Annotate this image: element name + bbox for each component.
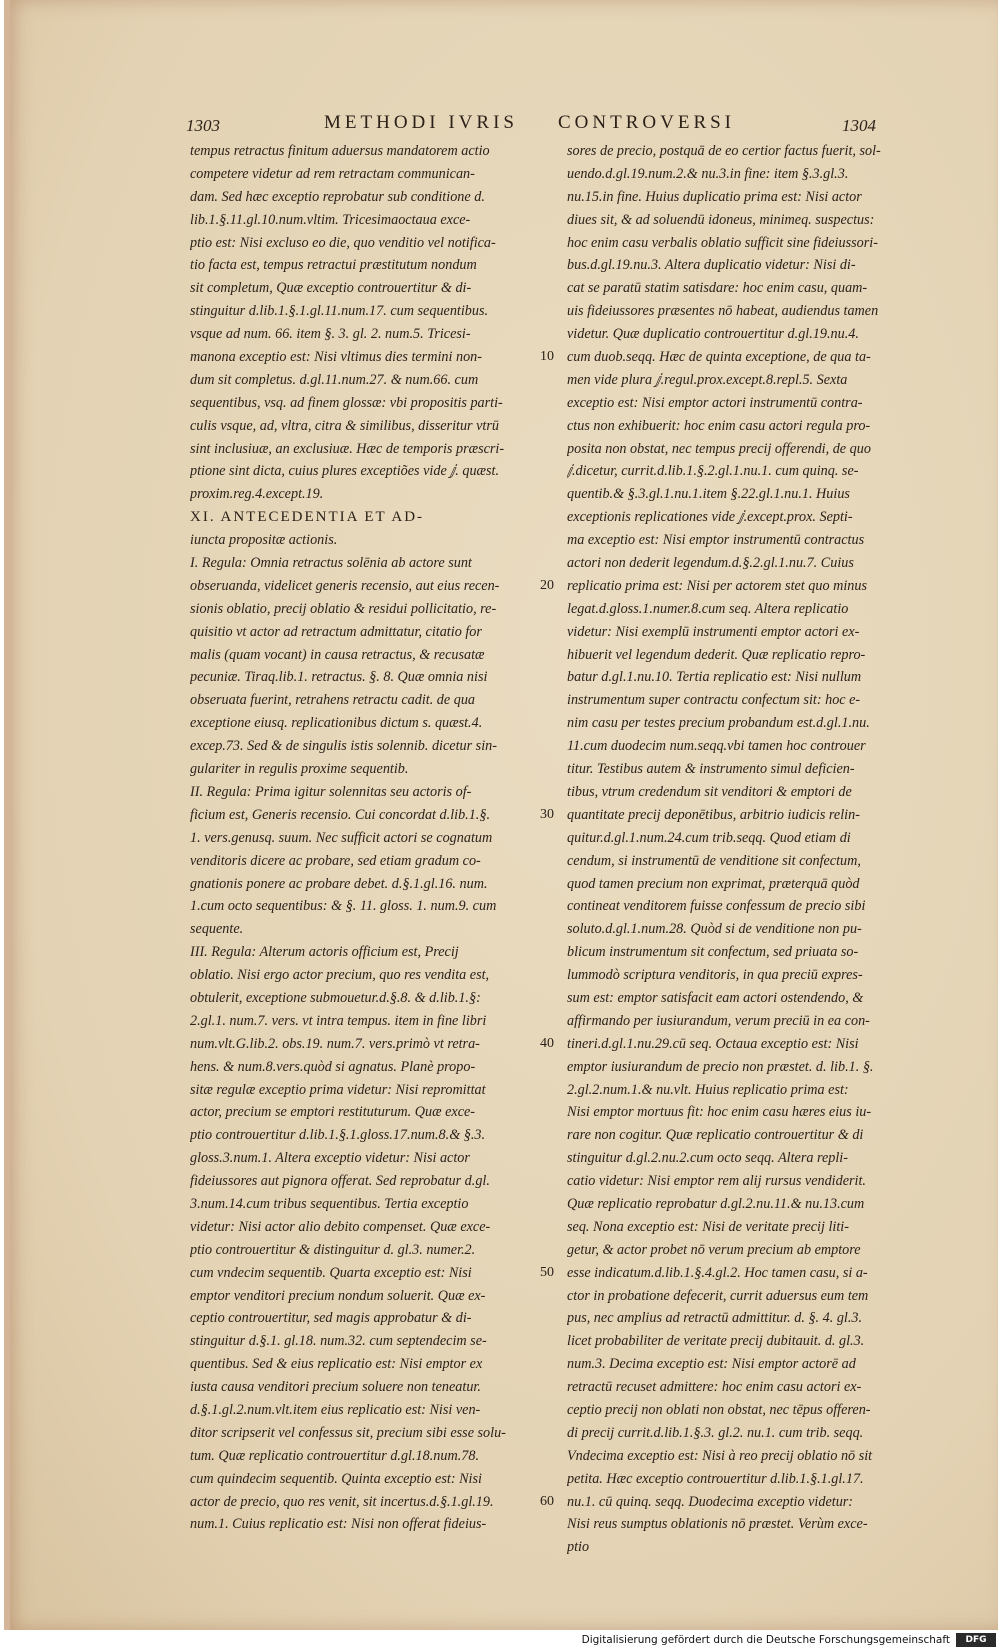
text-line: tibus, vtrum credendum sit venditori & emptori de: [567, 783, 852, 800]
text-line: I. Regula: Omnia retractus solēnia ab actore sunt: [190, 555, 472, 572]
text-line: iusta causa venditori precium soluere non teneatur.: [190, 1379, 481, 1396]
text-line: videtur. Quæ duplicatio controuertitur d.gl.19.nu.4.: [567, 326, 859, 343]
text-line: 1.cum octo sequentibus: & §. 11. gloss. 1. num.9. cum: [190, 898, 497, 915]
text-line: instrumentum super contractu confectum sit: hoc e-: [567, 692, 861, 709]
text-line: num.vlt.G.lib.2. obs.19. num.7. vers.primò vt retra-: [190, 1035, 480, 1052]
text-line: quitur.d.gl.1.num.24.cum trib.seqq. Quod etiam di: [567, 829, 851, 846]
text-line: cum vndecim sequentib. Quarta exceptio est: Nisi: [190, 1264, 472, 1281]
text-line: actor de precio, quo res venit, sit incertus.d.§.1.gl.19.: [190, 1493, 494, 1510]
header-title-right: CONTROVERSI: [558, 112, 736, 133]
text-line: bus.d.gl.19.nu.3. Altera duplicatio videtur: Nisi di-: [567, 257, 856, 274]
page-number-left: 1303: [186, 116, 220, 135]
text-line: uendo.d.gl.19.num.2.& nu.3.in fine: item §.3.gl.3.: [567, 165, 849, 182]
text-line: petita. Hæc exceptio controuertitur d.lib.1.§.1.gl.17.: [567, 1470, 864, 1487]
text-line: Nisi emptor mortuus fit: hoc enim casu hæres eius iu-: [567, 1104, 872, 1121]
text-line: culis vsque, ad, vltra, citra & similibus, disseritur vtrū: [190, 417, 499, 434]
text-line: videtur: Nisi exemplū instrumenti emptor actori ex-: [567, 623, 860, 640]
text-line: men vide plura ⅉ.regul.prox.except.8.repl.5. Sexta: [567, 371, 848, 388]
text-line: fideiussores aut pignora offerat. Sed reprobatur d.gl.: [190, 1173, 490, 1190]
text-line: quentib.& §.3.gl.1.nu.1.item §.22.gl.1.nu.1. Huius: [567, 486, 850, 503]
text-line: quantitate precij deponētibus, arbitrio iudicis relin-: [567, 806, 860, 823]
text-line: obtulerit, exceptione submouetur.d.§.8. & d.lib.1.§:: [190, 989, 481, 1006]
right-text-column: [567, 140, 881, 1559]
text-line: malis (quam vocant) in causa retractus, & recusatæ: [190, 646, 485, 663]
text-line: rare non cogitur. Quæ replicatio controuertitur & di: [567, 1127, 864, 1144]
text-line: proxim.reg.4.except.19.: [190, 486, 324, 503]
text-line: vsque ad num. 66. item §. 3. gl. 2. num.5. Tricesi-: [190, 326, 471, 343]
text-line: di precij currit.d.lib.1.§.3. gl.2. nu.1. cum trib. seqq.: [567, 1424, 864, 1441]
line-number: 30: [540, 807, 554, 823]
text-line: sum est: emptor satisfacit eam actori ostendendo, &: [567, 989, 864, 1006]
dfg-logo: DFG: [956, 1633, 996, 1647]
text-line: III. Regula: Alterum actoris officium est, Precij: [190, 944, 459, 961]
text-line: XI. ANTECEDENTIA ET AD-: [190, 509, 425, 526]
text-line: gnationis ponere ac probare debet. d.§.1.gl.16. num.: [190, 875, 488, 892]
text-line: II. Regula: Prima igitur solennitas seu actoris of-: [190, 783, 472, 800]
line-number: 50: [540, 1265, 554, 1281]
line-number: 20: [540, 578, 554, 594]
text-line: quisitio vt actor ad retractum admittatur, citatio for: [190, 623, 482, 640]
text-line: exceptione eiusq. replicationibus dictum s. quæst.4.: [190, 715, 483, 732]
text-line: blicum instrumentum sit confectum, sed priuata so-: [567, 944, 859, 961]
text-line: sequentibus, vsq. ad finem glossæ: vbi propositis parti-: [190, 394, 503, 411]
text-line: tineri.d.gl.1.nu.29.cū seq. Octaua exceptio est: Nisi: [567, 1035, 859, 1052]
text-line: nim casu per testes precium probandum est.d.gl.1.nu.: [567, 715, 870, 732]
text-line: cum duob.seqq. Hæc de quinta exceptione, de qua ta-: [567, 349, 871, 366]
text-line: nu.1. cū quinq. seqq. Duodecima exceptio videtur:: [567, 1493, 854, 1510]
text-line: nu.15.in fine. Huius duplicatio prima est: Nisi actor: [567, 188, 862, 205]
text-line: ditor scripserit vel confessus sit, precium sibi esse solu-: [190, 1424, 506, 1441]
text-line: tio facta est, tempus retractui præstitutum nondum: [190, 257, 477, 274]
text-line: venditoris dicere ac probare, sed etiam gradum co-: [190, 852, 481, 869]
text-line: batur d.gl.1.nu.10. Tertia replicatio est: Nisi nullum: [567, 669, 862, 686]
text-line: ficium est, Generis recensio. Cui concordat d.lib.1.§.: [190, 806, 490, 823]
text-line: legat.d.gloss.1.numer.8.cum seq. Altera replicatio: [567, 600, 849, 617]
text-line: pecuniæ. Tiraq.lib.1. retractus. §. 8. Quæ omnia nisi: [190, 669, 488, 686]
text-line: catio videtur: Nisi emptor rem alij rursus vendiderit.: [567, 1173, 866, 1190]
text-line: ceptio precij non oblati non obstat, nec tēpus offeren-: [567, 1401, 871, 1418]
text-line: cum quindecim sequentib. Quinta exceptio est: Nisi: [190, 1470, 482, 1487]
running-header: [186, 110, 876, 140]
text-line: ptio controuertitur & distinguitur d. gl.3. numer.2.: [190, 1241, 476, 1258]
text-line: soluto.d.gl.1.num.28. Quòd si de venditione non pu-: [567, 921, 862, 938]
text-line: hibuerit vel legendum dederit. Quæ replicatio repro-: [567, 646, 866, 663]
text-line: videtur: Nisi actor alio debito compenset. Quæ exce-: [190, 1218, 491, 1235]
digitization-footer: [0, 1630, 1000, 1651]
text-line: posita non obstat, nec tempus precij offerendi, de quo: [567, 440, 871, 457]
text-line: gulariter in regulis proxime sequentib.: [190, 761, 409, 778]
text-line: emptor iusiurandum de precio non præstet. d. lib.1. §.: [567, 1058, 874, 1075]
text-line: stinguitur d.§.1. gl.18. num.32. cum septendecim se-: [190, 1333, 487, 1350]
text-line: hoc enim casu verbalis oblatio sufficit sine fideiussori-: [567, 234, 878, 251]
text-line: competere videtur ad rem retractam communican-: [190, 165, 475, 182]
text-line: cat se paratū statim satisdare: hoc enim casu, quam-: [567, 280, 868, 297]
line-number: 10: [540, 349, 554, 365]
text-line: quentibus. Sed & eius replicatio est: Nisi emptor ex: [190, 1356, 483, 1373]
text-line: obseruata fuerint, retrahens retractu cadit. de qua: [190, 692, 476, 709]
book-page: [4, 0, 998, 1630]
text-line: licet probabiliter de veritate precij dubitauit. d. gl.3.: [567, 1333, 865, 1350]
text-line: actori non dederit legendum.d.§.2.gl.1.nu.7. Cuius: [567, 555, 854, 572]
text-line: ceptio controuertitur, sed magis approbatur & di-: [190, 1310, 472, 1327]
text-line: tum. Quæ replicatio controuertitur d.gl.18.num.78.: [190, 1447, 479, 1464]
text-line: ptione sint dicta, cuius plures exceptiões vide ⅉ. quæst.: [190, 463, 500, 480]
text-line: ptio: [567, 1539, 590, 1556]
text-line: num.3. Decima exceptio est: Nisi emptor actorē ad: [567, 1356, 856, 1373]
text-line: Vndecima exceptio est: Nisi à reo precij oblatio nō sit: [567, 1447, 873, 1464]
text-line: cendum, si instrumentū de venditione sit confectum,: [567, 852, 861, 869]
text-line: d.§.1.gl.2.num.vlt.item eius replicatio est: Nisi ven-: [190, 1401, 481, 1418]
text-line: dum sit completus. d.gl.11.num.27. & num.66. cum: [190, 371, 479, 388]
text-line: retractū recuset admittere: hoc enim casu actori ex-: [567, 1379, 862, 1396]
text-line: obseruanda, videlicet generis recensio, aut eius recen-: [190, 577, 500, 594]
text-line: ctus non exhibuerit: hoc enim casu actori regula pro-: [567, 417, 871, 434]
text-line: exceptionis replicationes vide ⅉ.except.prox. Septi-: [567, 509, 853, 526]
text-line: diues sit, & ad soluendū idoneus, minimeq. suspectus:: [567, 211, 875, 228]
text-line: esse indicatum.d.lib.1.§.4.gl.2. Hoc tamen casu, si a-: [567, 1264, 868, 1281]
text-line: oblatio. Nisi ergo actor precium, quo res vendita est,: [190, 967, 490, 984]
text-line: 11.cum duodecim num.seqq.vbi tamen hoc controuer: [567, 738, 866, 755]
text-line: seq. Nona exceptio est: Nisi de veritate precij liti-: [567, 1218, 849, 1235]
text-line: stinguitur d.gl.2.nu.2.cum octo seqq. Altera repli-: [567, 1150, 848, 1167]
text-line: num.1. Cuius replicatio est: Nisi non offerat fideius-: [190, 1516, 487, 1533]
text-line: dam. Sed hæc exceptio reprobatur sub conditione d.: [190, 188, 485, 205]
page-number-right: 1304: [842, 116, 876, 135]
text-line: 1. vers.genusq. suum. Nec sufficit actori se cognatum: [190, 829, 493, 846]
text-line: sionis oblatio, precij oblatio & residui pollicitatio, re-: [190, 600, 497, 617]
text-line: excep.73. Sed & de singulis istis solennib. dicetur sin-: [190, 738, 497, 755]
text-line: sitæ regulæ exceptio prima videtur: Nisi repromittat: [190, 1081, 486, 1098]
text-line: ⅉ.dicetur, currit.d.lib.1.§.2.gl.1.nu.1. cum quinq. se-: [567, 463, 859, 480]
text-line: affirmando per iusiurandum, verum preciū in ea con-: [567, 1012, 870, 1029]
text-line: sint inclusiuæ, an exclusiuæ. Hæc de temporis præscri-: [190, 440, 505, 457]
text-line: Quæ replicatio reprobatur d.gl.2.nu.11.& nu.13.cum: [567, 1195, 865, 1212]
text-line: getur, & actor probet nō verum precium ab emptore: [567, 1241, 861, 1258]
text-line: exceptio est: Nisi emptor actori instrumentū contra-: [567, 394, 863, 411]
text-line: gloss.3.num.1. Altera exceptio videtur: Nisi actor: [190, 1150, 470, 1167]
text-line: ptio est: Nisi excluso eo die, quo venditio vel notifica-: [190, 234, 496, 251]
funding-notice: Digitalisierung gefördert durch die Deutsche Forschungsgemeinschaft: [581, 1634, 950, 1646]
text-line: ctor in probatione defecerit, currit aduersus eum tem: [567, 1287, 869, 1304]
text-line: lummodò scriptura venditoris, in qua preciū expres-: [567, 967, 863, 984]
line-number: 40: [540, 1036, 554, 1052]
text-line: contineat venditorem fuisse confessum de precio sibi: [567, 898, 866, 915]
text-line: stinguitur d.lib.1.§.1.gl.11.num.17. cum sequentibus.: [190, 303, 489, 320]
text-line: 2.gl.1. num.7. vers. vt intra tempus. item in fine libri: [190, 1012, 487, 1029]
text-line: 2.gl.2.num.1.& nu.vlt. Huius replicatio prima est:: [567, 1081, 849, 1098]
left-text-column: [190, 140, 542, 1536]
text-line: manona exceptio est: Nisi vltimus dies termini non-: [190, 349, 482, 366]
text-line: quod tamen precium non exprimat, præterquā quòd: [567, 875, 860, 892]
text-line: titur. Testibus autem & instrumento simul deficien-: [567, 761, 855, 778]
text-line: Nisi reus sumptus oblationis nō præstet. Verùm exce-: [567, 1516, 868, 1533]
text-line: 3.num.14.cum tribus sequentibus. Tertia exceptio: [190, 1195, 469, 1212]
text-line: ma exceptio est: Nisi emptor instrumentū contractus: [567, 532, 865, 549]
text-line: sequente.: [190, 921, 244, 938]
text-line: sores de precio, postquā de eo certior factus fuerit, sol-: [567, 143, 881, 159]
text-line: emptor venditori precium nondum soluerit. Quæ ex-: [190, 1287, 486, 1304]
text-line: uis fideiussores præsentes nō habeat, audiendus tamen: [567, 303, 879, 320]
text-line: pus, nec amplius ad retractū admittitur. d. §. 4. gl.3.: [567, 1310, 863, 1327]
header-title-left: METHODI IVRIS: [324, 112, 518, 133]
text-line: sit completum, Quæ exceptio controuertitur & di-: [190, 280, 472, 297]
text-line: lib.1.§.11.gl.10.num.vltim. Tricesimaoctaua exce-: [190, 211, 471, 228]
text-line: replicatio prima est: Nisi per actorem stet quo minus: [567, 577, 868, 594]
text-line: tempus retractus finitum aduersus mandatorem actio: [190, 143, 490, 159]
line-number: 60: [540, 1494, 554, 1510]
text-line: iuncta propositæ actionis.: [190, 532, 338, 549]
text-line: actor, precium se emptori restituturum. Quæ exce-: [190, 1104, 476, 1121]
text-line: ptio controuertitur d.lib.1.§.1.gloss.17.num.8.& §.3.: [190, 1127, 486, 1144]
text-line: hens. & num.8.vers.quòd si agnatus. Planè propo-: [190, 1058, 476, 1075]
